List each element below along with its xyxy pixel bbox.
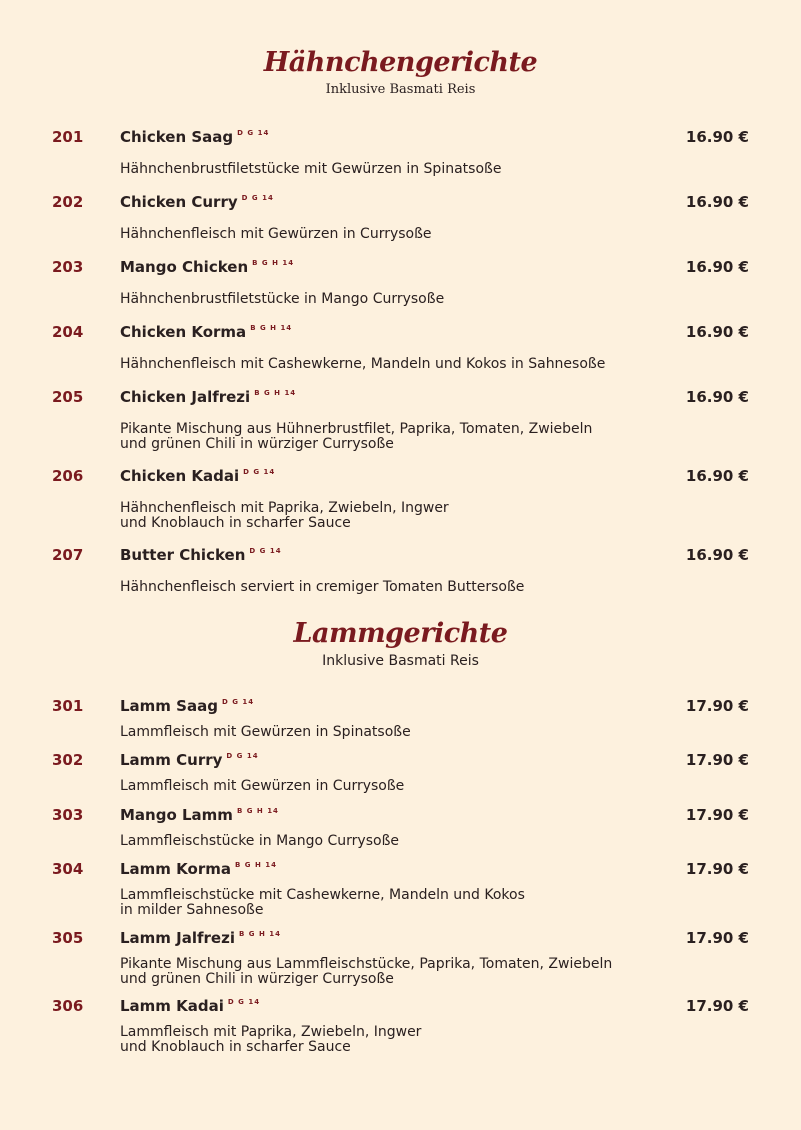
item-price: 16.90 € (685, 258, 749, 276)
item-description: Pikante Mischung aus Hühnerbrustfilet, Paprika, Tomaten, Zwiebeln und grünen Chili in würziger Currysoße (120, 421, 593, 452)
item-name: Chicken Korma $^{B G H 14}$ (120, 323, 293, 341)
item-number: 305 (52, 929, 84, 947)
item-description: Hähnchenbrustfiletstücke mit Gewürzen in Spinatsoße (120, 161, 502, 177)
item-name: Chicken Kadai $^{D G 14}$ (120, 467, 276, 485)
allergen-codes: D G 14 (221, 698, 255, 706)
item-number: 205 (52, 388, 84, 406)
item-name: Lamm Curry $^{D G 14}$ (120, 751, 259, 769)
item-name: Butter Chicken $^{D G 14}$ (120, 546, 282, 564)
item-number: 201 (52, 128, 84, 146)
item-number: 301 (52, 697, 84, 715)
allergen-codes: B G H 14 (254, 389, 297, 397)
item-name: Chicken Saag $^{D G 14}$ (120, 128, 270, 146)
item-description: Hähnchenbrustfiletstücke in Mango Currysoße (120, 291, 445, 307)
item-description: Hähnchenfleisch serviert in cremiger Tomaten Buttersoße (120, 579, 525, 595)
item-name: Lamm Jalfrezi $^{B G H 14}$ (120, 929, 281, 947)
allergen-codes: B G H 14 (234, 861, 277, 869)
item-description: Hähnchenfleisch mit Gewürzen in Currysoße (120, 226, 432, 242)
item-name: Chicken Curry $^{D G 14}$ (120, 193, 274, 211)
item-price: 17.90 € (685, 697, 749, 715)
item-price: 16.90 € (685, 546, 749, 564)
item-price: 16.90 € (685, 467, 749, 485)
item-number: 303 (52, 806, 84, 824)
item-name: Mango Lamm $^{B G H 14}$ (120, 806, 279, 824)
allergen-codes: D G 14 (249, 547, 282, 555)
item-price: 17.90 € (685, 860, 749, 878)
allergen-codes: B G H 14 (252, 259, 295, 267)
item-description: Lammfleisch mit Paprika, Zwiebeln, Ingwer und Knoblauch in scharfer Sauce (120, 1024, 422, 1055)
item-name: Chicken Jalfrezi $^{B G H 14}$ (120, 388, 297, 406)
item-price: 16.90 € (685, 193, 749, 211)
item-number: 203 (52, 258, 84, 276)
allergen-codes: D G 14 (226, 752, 259, 760)
item-number: 306 (52, 997, 84, 1015)
item-number: 206 (52, 467, 84, 485)
item-description: Hähnchenfleisch mit Paprika, Zwiebeln, Ingwer und Knoblauch in scharfer Sauce (120, 500, 449, 531)
item-number: 304 (52, 860, 84, 878)
item-name: Mango Chicken $^{B G H 14}$ (120, 258, 295, 276)
item-number: 207 (52, 546, 84, 564)
item-price: 17.90 € (685, 929, 749, 947)
item-description: Hähnchenfleisch mit Cashewkerne, Mandeln und Kokos in Sahnesoße (120, 356, 606, 372)
section-title-lamb: Lammgerichte (293, 618, 508, 649)
item-name: Lamm Korma $^{B G H 14}$ (120, 860, 277, 878)
item-description: Lammfleisch mit Gewürzen in Spinatsoße (120, 724, 411, 740)
section-subtitle-lamb: Inklusive Basmati Reis (322, 653, 479, 669)
item-price: 17.90 € (685, 751, 749, 769)
section-subtitle-chicken: Inklusive Basmati Reis (325, 82, 476, 97)
item-price: 16.90 € (685, 128, 749, 146)
item-number: 202 (52, 193, 84, 211)
section-title-chicken: Hähnchengerichte (263, 47, 538, 78)
item-description: Lammfleischstücke in Mango Currysoße (120, 833, 400, 849)
allergen-codes: D G 14 (237, 129, 270, 137)
item-price: 16.90 € (685, 388, 749, 406)
allergen-codes: B G H 14 (250, 324, 293, 332)
item-number: 302 (52, 751, 84, 769)
allergen-codes: D G 14 (243, 468, 276, 476)
item-number: 204 (52, 323, 84, 341)
item-name: Lamm Saag $^{D G 14}$ (120, 697, 255, 715)
item-price: 17.90 € (685, 806, 749, 824)
item-description: Pikante Mischung aus Lammfleischstücke, Paprika, Tomaten, Zwiebeln und grünen Chili in würziger Currysoße (120, 956, 613, 987)
item-price: 16.90 € (685, 323, 749, 341)
item-price: 17.90 € (685, 997, 749, 1015)
allergen-codes: D G 14 (241, 194, 274, 202)
item-description: Lammfleischstücke mit Cashewkerne, Mandeln und Kokos in milder Sahnesoße (120, 887, 525, 918)
item-name: Lamm Kadai $^{D G 14}$ (120, 997, 261, 1015)
allergen-codes: B G H 14 (238, 930, 281, 938)
item-description: Lammfleisch mit Gewürzen in Currysoße (120, 778, 405, 794)
allergen-codes: B G H 14 (236, 807, 279, 815)
allergen-codes: D G 14 (227, 998, 261, 1006)
